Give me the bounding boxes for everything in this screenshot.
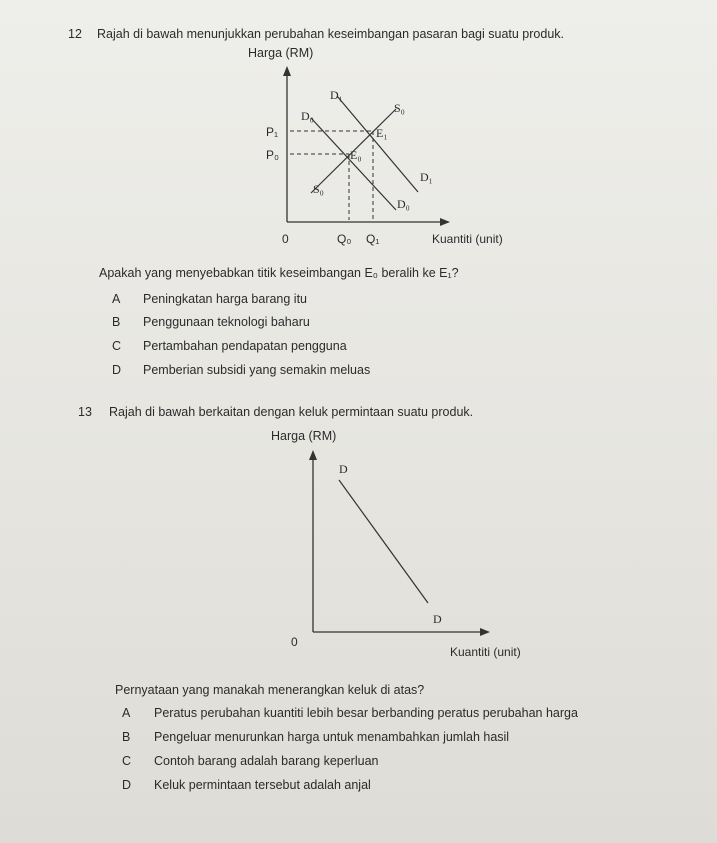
q12-label-p1: P₁ (266, 125, 279, 139)
q12-label-d1-bottom: D₁ (420, 170, 433, 184)
q13-option-c-text[interactable]: Contoh barang adalah barang keperluan (154, 754, 379, 768)
q12-label-d1-top: D₁ (330, 88, 343, 102)
q13-label-d-top: D (339, 462, 348, 476)
q13-option-c-letter[interactable]: C (122, 754, 132, 768)
q13-axis-x-label: Kuantiti (unit) (450, 645, 521, 659)
q13-demand-curve (339, 480, 428, 603)
q13-option-a-letter[interactable]: A (122, 706, 131, 720)
q13-option-d-letter[interactable]: D (122, 778, 132, 792)
q12-label-q1: Q₁ (366, 232, 380, 246)
q12-label-d0-top: D₀ (301, 109, 314, 123)
q13-origin: 0 (291, 635, 298, 649)
q12-axis-y-label: Harga (RM) (248, 46, 314, 60)
q13-stem: Rajah di bawah berkaitan dengan keluk permintaan suatu produk. (109, 405, 474, 419)
q12-option-a-text[interactable]: Peningkatan harga barang itu (143, 292, 308, 306)
q13-option-b-letter[interactable]: B (122, 730, 131, 744)
q12-option-c-text[interactable]: Pertambahan pendapatan pengguna (143, 339, 347, 353)
q13-option-d-text[interactable]: Keluk permintaan tersebut adalah anjal (154, 778, 371, 792)
q12-option-d-letter[interactable]: D (112, 363, 122, 377)
q12-label-q0: Q₀ (337, 232, 352, 246)
q12-option-a-letter[interactable]: A (112, 292, 121, 306)
q12-label-s0-bottom: S₀ (313, 182, 324, 196)
q13-number: 13 (78, 405, 92, 419)
q13-x-axis-arrow (480, 628, 490, 636)
q12-option-c-letter[interactable]: C (112, 339, 122, 353)
q12-question: Apakah yang menyebabkan titik keseimbangan E₀ beralih ke E₁? (99, 266, 459, 280)
q12-label-e1: E₁ (376, 126, 388, 140)
q12-option-b-letter[interactable]: B (112, 315, 121, 329)
q12-stem: Rajah di bawah menunjukkan perubahan keseimbangan pasaran bagi suatu produk. (97, 27, 564, 41)
q13-option-a-text[interactable]: Peratus perubahan kuantiti lebih besar berbanding peratus perubahan harga (154, 706, 578, 720)
q12-label-s0-top: S₀ (394, 101, 405, 115)
q13-axis-y-label: Harga (RM) (271, 429, 337, 443)
q13-label-d-bottom: D (433, 612, 442, 626)
q12-option-d-text[interactable]: Pemberian subsidi yang semakin meluas (143, 363, 371, 377)
q12-origin: 0 (282, 232, 289, 246)
q12-axis-x-label: Kuantiti (unit) (432, 232, 503, 246)
q12-label-d0-bottom: D₀ (397, 197, 410, 211)
q13-option-b-text[interactable]: Pengeluar menurunkan harga untuk menambahkan jumlah hasil (154, 730, 510, 744)
q13-y-axis-arrow (309, 450, 317, 460)
q12-number: 12 (68, 27, 82, 41)
q12-option-b-text[interactable]: Penggunaan teknologi baharu (143, 315, 310, 329)
q13-question: Pernyataan yang manakah menerangkan keluk di atas? (115, 683, 425, 697)
q12-label-e0: E₀ (350, 148, 362, 162)
q12-label-p0: P₀ (266, 148, 279, 162)
